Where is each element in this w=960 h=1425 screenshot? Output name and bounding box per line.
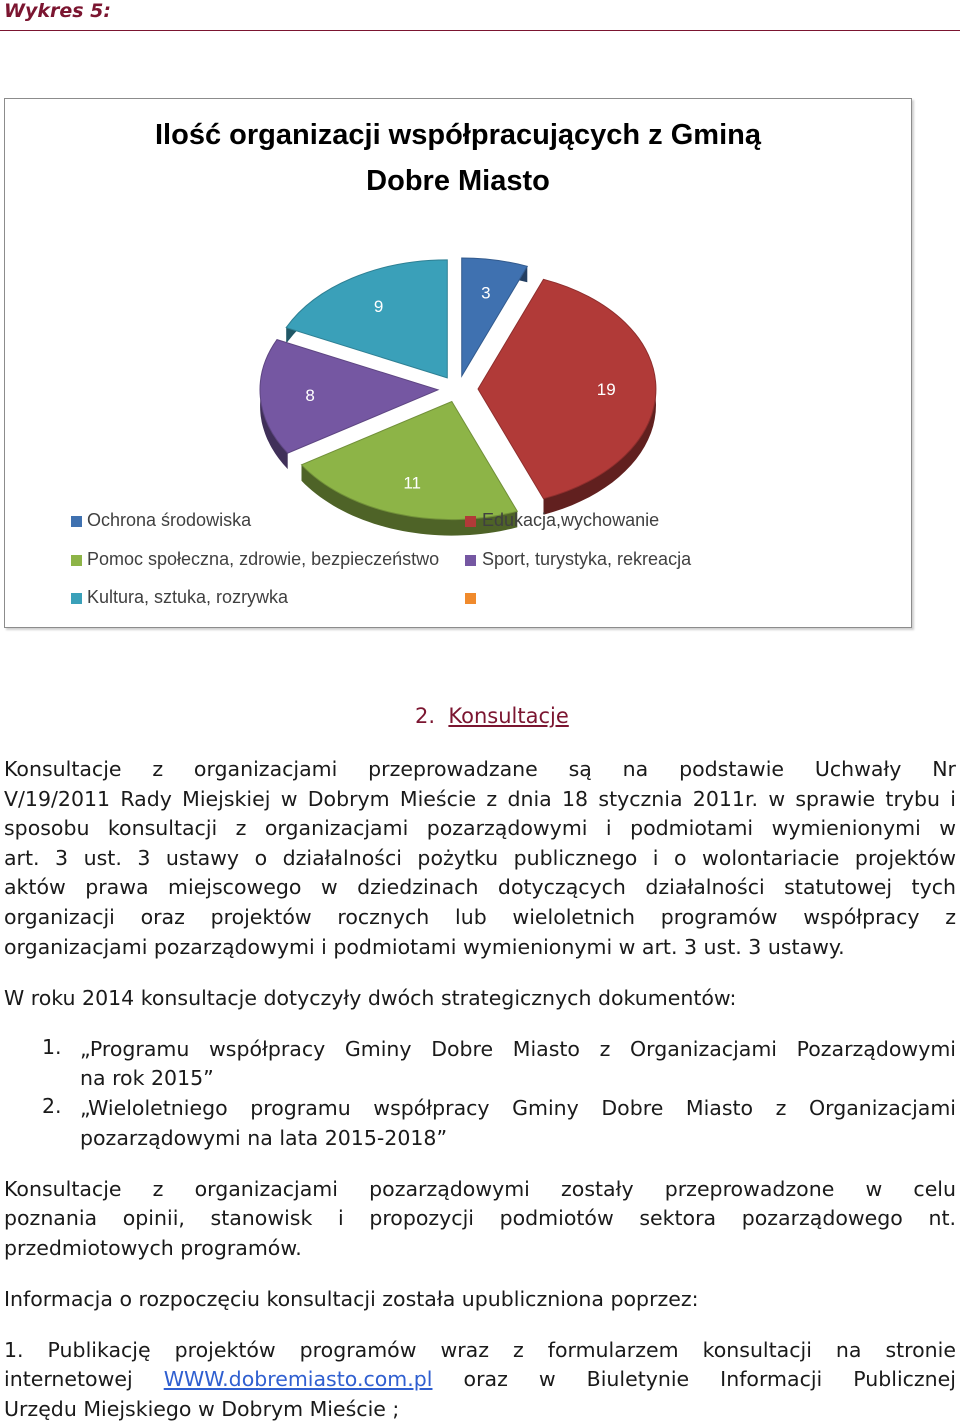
paragraph-3-line-2: poznania opinii, stanowisk i propozycji podmiotów sektora pozarządowego nt. xyxy=(4,1206,956,1230)
pie-data-label-3: 11 xyxy=(403,473,422,493)
list-item-2-line-1: „Wieloletniego programu współpracy Gminy Dobre Miasto z Organizacjami xyxy=(80,1096,956,1120)
pie-data-label-4: 8 xyxy=(305,386,315,406)
paragraph-1-line-1: Konsultacje z organizacjami przeprowadzane są na podstawie Uchwały Nr xyxy=(4,757,956,781)
list-item-1-line-1: „Programu współpracy Gminy Dobre Miasto z Organizacjami Pozarządowymi xyxy=(80,1037,956,1061)
chart-title-line1: Ilość organizacji współpracujących z Gminą xyxy=(155,119,761,151)
pie-data-label-5: 9 xyxy=(373,297,384,317)
paragraph-3-line-1: Konsultacje z organizacjami pozarządowymi zostały przeprowadzone w celu xyxy=(4,1177,956,1201)
list-number-1: 1. xyxy=(42,1035,62,1059)
list-number-2: 2. xyxy=(42,1094,62,1118)
legend-label-5: Kultura, sztuka, rozrywka xyxy=(87,587,289,607)
chart-title-line2: Dobre Miasto xyxy=(366,165,550,197)
paragraph-5-line-3: Urzędu Miejskiego w Dobrym Mieście ; xyxy=(4,1397,400,1421)
legend-swatch-6 xyxy=(465,593,476,604)
paragraph-4: Informacja o rozpoczęciu konsultacji została upubliczniona poprzez: xyxy=(4,1287,699,1311)
paragraph-5-line-1: 1. Publikację projektów programów wraz z formularzem konsultacji na stronie xyxy=(4,1338,956,1362)
pie-data-label-1: 3 xyxy=(481,283,491,303)
paragraph-3-line-3: przedmiotowych programów. xyxy=(4,1236,302,1260)
paragraph-1-line-4: art. 3 ust. 3 ustawy o działalności pożytku publicznego i o wolontariacie projektów xyxy=(4,846,956,870)
paragraph-1-line-7: organizacjami pozarządowymi i podmiotami wymienionymi w art. 3 ust. 3 ustawy. xyxy=(4,935,845,959)
list-item-1-line-2: na rok 2015” xyxy=(80,1066,214,1090)
paragraph-1-line-2: V/19/2011 Rady Miejskiej w Dobrym Mieście z dnia 18 stycznia 2011r. w sprawie trybu i xyxy=(4,787,956,811)
section-title: Konsultacje xyxy=(448,704,569,728)
legend-label-4: Sport, turystyka, rekreacja xyxy=(482,549,692,569)
legend-swatch-4 xyxy=(465,555,476,566)
legend-swatch-1 xyxy=(71,516,82,527)
legend-label-2: Edukacja,wychowanie xyxy=(482,510,660,530)
pie-data-label-2: 19 xyxy=(596,380,616,399)
paragraph-5-line-2 xyxy=(4,1365,956,1395)
legend-swatch-5 xyxy=(71,593,82,604)
heading-rule xyxy=(0,30,960,31)
section-number: 2. xyxy=(415,704,436,728)
chart-frame xyxy=(4,98,912,628)
page-heading: Wykres 5: xyxy=(4,0,111,22)
paragraph-1-line-6: organizacji oraz projektów rocznych lub wieloletnich programów współpracy z xyxy=(4,905,956,929)
paragraph-2: W roku 2014 konsultacje dotyczyły dwóch strategicznych dokumentów: xyxy=(4,986,737,1010)
paragraph-1-line-5: aktów prawa miejscowego w dziedzinach dotyczących działalności statutowej tych xyxy=(4,875,956,899)
website-link[interactable]: WWW.dobremiasto.com.pl xyxy=(163,1367,433,1391)
legend-swatch-2 xyxy=(465,516,476,527)
paragraph-5-text-after-link: oraz w Biuletynie Informacji Publicznej xyxy=(463,1367,956,1391)
paragraph-5-text-before-link: internetowej xyxy=(4,1367,133,1391)
legend-label-1: Ochrona środowiska xyxy=(87,510,252,530)
legend-swatch-3 xyxy=(71,555,82,566)
list-item-2-line-2: pozarządowymi na lata 2015-2018” xyxy=(80,1126,448,1150)
section-heading xyxy=(415,704,569,728)
paragraph-1-line-3: sposobu konsultacji z organizacjami pozarządowymi i podmiotami wymienionymi w xyxy=(4,816,956,840)
legend-label-3: Pomoc społeczna, zdrowie, bezpieczeństwo xyxy=(87,549,440,569)
